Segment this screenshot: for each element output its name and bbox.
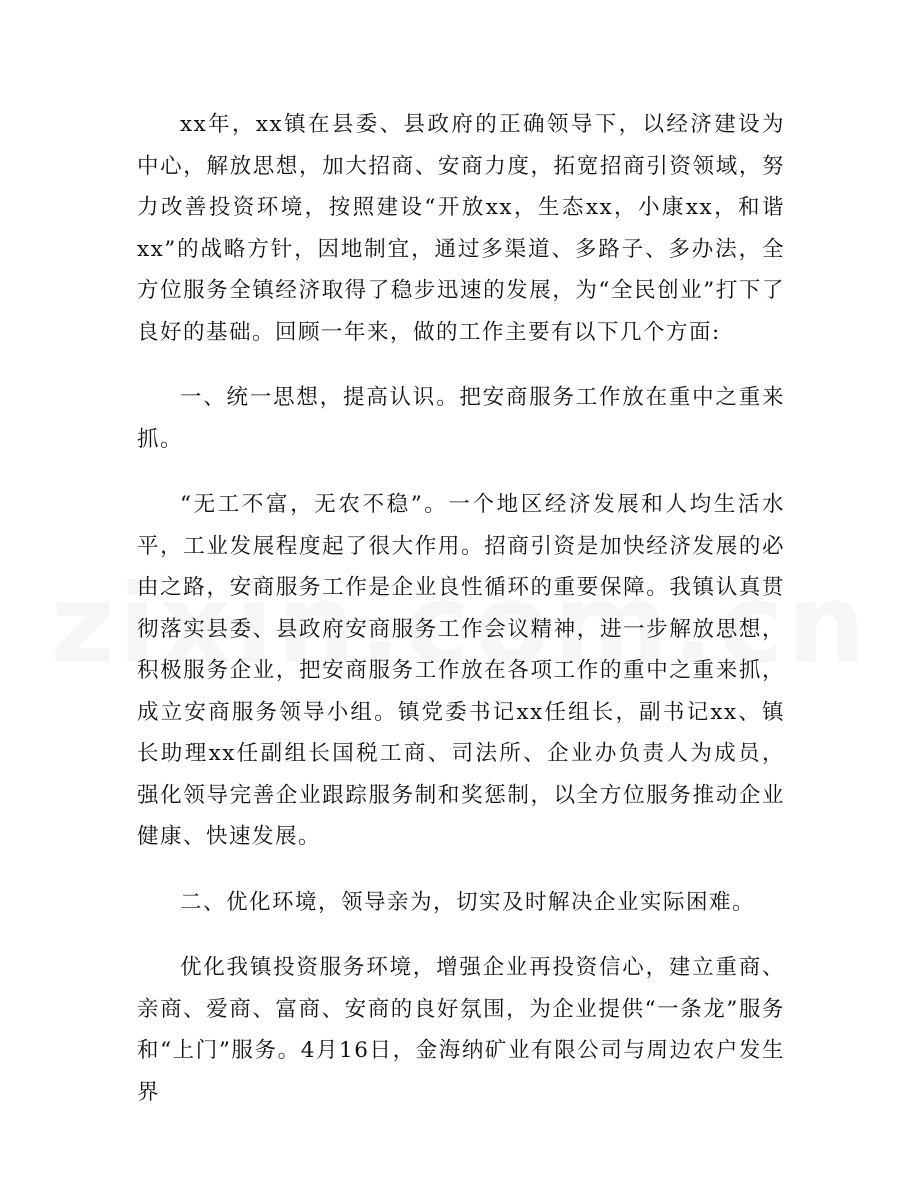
section-1-paragraph: “无工不富，无农不稳”。一个地区经济发展和人均生活水平，工业发展程度起了很大作用。招商引资是加快经济发展的必由之路，安商服务工作是企业良性循环的重要保障。我镇认真贯彻落实县委、县政府安商服务工作会议精神，进一步解放思想，积极服务企业，把安商服务工作放在各项工作的重中之重来抓，成立安商服务领导小组。镇党委书记xx任组长，副书记xx、镇长助理xx任副组长国税工商、司法所、企业办负责人为成员，强化领导完善企业跟踪服务制和奖惩制，以全方位服务推动企业健康、快速发展。 — [137, 492, 785, 849]
section-2-paragraph: 优化我镇投资服务环境，增强企业再投资信心，建立重商、亲商、爱商、富商、安商的良好氛围，为企业提供“一条龙”服务和“上门”服务。4月16日，金海纳矿业有限公司与周边农户发生界 — [137, 955, 785, 1105]
intro-paragraph: xx年，xx镇在县委、县政府的正确领导下，以经济建设为中心，解放思想，加大招商、安商力度，拓宽招商引资领域，努力改善投资环境，按照建设“开放xx，生态xx，小康xx，和谐xx”的战略方针，因地制宜，通过多渠道、多路子、多办法，全方位服务全镇经济取得了稳步迅速的发展，为“全民创业”打下了良好的基础。回顾一年来，做的工作主要有以下几个方面: — [137, 112, 785, 345]
document-body — [137, 104, 785, 1113]
section-heading-2: 二、优化环境，领导亲为，切实及时解决企业实际困难。 — [180, 889, 756, 915]
section-heading-1: 一、统一思想，提高认识。把安商服务工作放在重中之重来抓。 — [137, 385, 785, 452]
